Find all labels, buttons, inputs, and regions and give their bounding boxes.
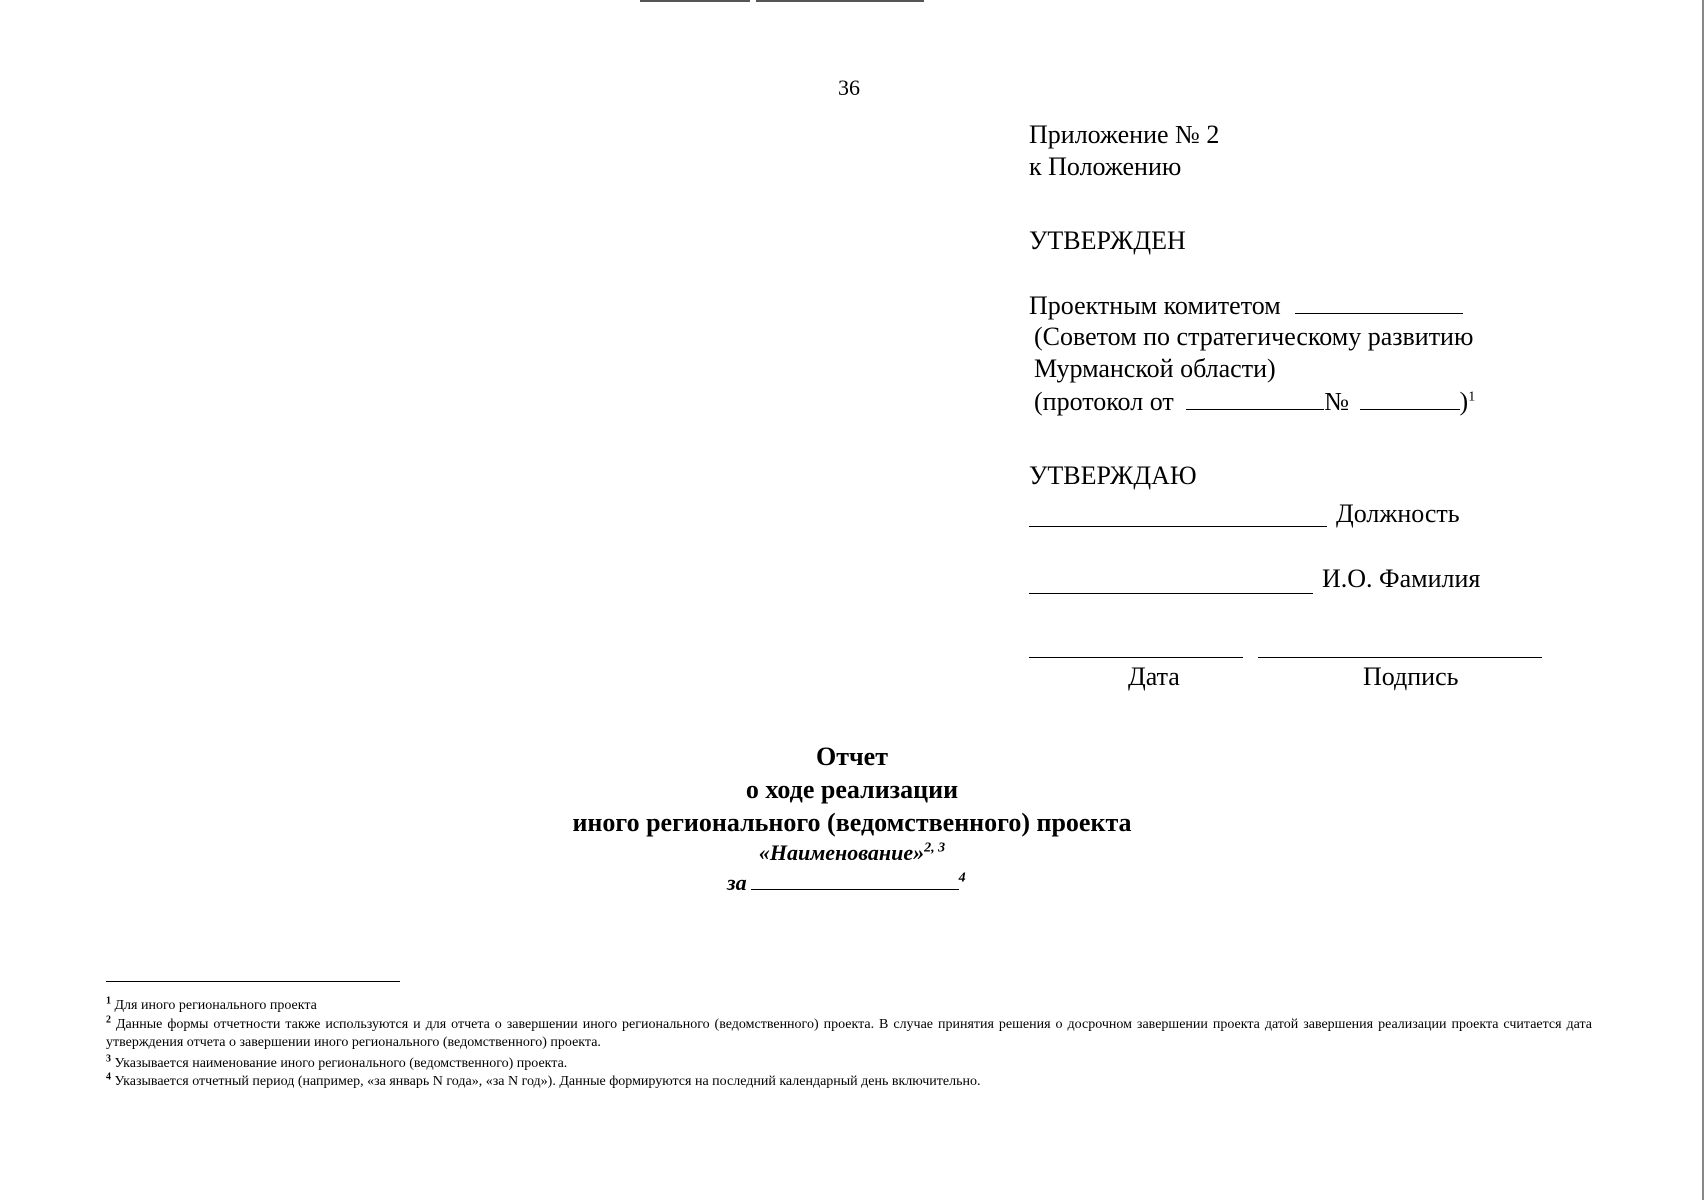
project-name: «Наименование» [758, 840, 925, 865]
page-number: 36 [838, 75, 860, 100]
scan-artifact [756, 0, 924, 2]
date-line [1029, 657, 1243, 658]
report-subtitle-1: о ходе реализации [745, 775, 959, 804]
protocol-number-sign: № [1324, 387, 1350, 416]
appendix-line2: к Положению [1029, 152, 1182, 181]
signature-label: Подпись [1363, 662, 1459, 691]
period-line [727, 869, 966, 896]
date-label: Дата [1128, 662, 1180, 691]
protocol-line [1034, 385, 1475, 418]
position-signature-line [1029, 526, 1327, 527]
footnote-ref-4: 4 [958, 870, 966, 886]
committee-label: Проектным комитетом [1029, 291, 1281, 320]
footnote-3: $^3$ Указывается наименование иного регионального (ведомственного) проекта. [106, 1053, 568, 1071]
protocol-close: ) [1459, 387, 1469, 416]
footnote-ref-2-3: 2, 3 [924, 840, 946, 856]
footnote-separator [106, 981, 400, 982]
footnote-4: $^4$ Указывается отчетный период (например, «за январь N года», «за N год»). Данные формируются на последний календарный день включительно. [106, 1071, 981, 1089]
name-label: И.О. Фамилия [1322, 564, 1481, 593]
committee-line [1029, 289, 1463, 322]
protocol-prefix: (протокол от [1034, 387, 1174, 416]
council-line1: (Советом по стратегическому развитию [1034, 322, 1474, 351]
scan-artifact [640, 0, 750, 2]
council-line2: Мурманской области) [1034, 354, 1276, 383]
footnote-2: $^2$ Данные формы отчетности также используются и для отчета о завершении иного регионального (ведомственного) проекта. В случае принятия решения о досрочном завершении проекта датой завершения реализации проекта считается дата утверждения отчета о завершении иного регионального (ведомственного) проекта. [106, 1014, 1593, 1050]
footnote-ref-1: 1 [1468, 389, 1476, 405]
signature-line [1258, 657, 1542, 658]
period-blank [751, 869, 959, 890]
appendix-line1: Приложение № 2 [1029, 120, 1220, 149]
position-label: Должность [1336, 499, 1460, 528]
approved-heading: УТВЕРЖДЕН [1029, 226, 1186, 255]
report-title: Отчет [816, 742, 888, 771]
protocol-date-blank [1186, 385, 1324, 410]
approve-heading: УТВЕРЖДАЮ [1029, 461, 1197, 490]
protocol-number-blank [1360, 385, 1460, 410]
project-name-line [0, 840, 1704, 866]
period-prefix: за [727, 870, 747, 895]
name-signature-line [1029, 593, 1313, 594]
footnote-1: $^1$ Для иного регионального проекта [106, 995, 317, 1013]
report-subtitle-2: иного регионального (ведомственного) проекта [572, 808, 1132, 837]
committee-blank [1295, 289, 1463, 314]
